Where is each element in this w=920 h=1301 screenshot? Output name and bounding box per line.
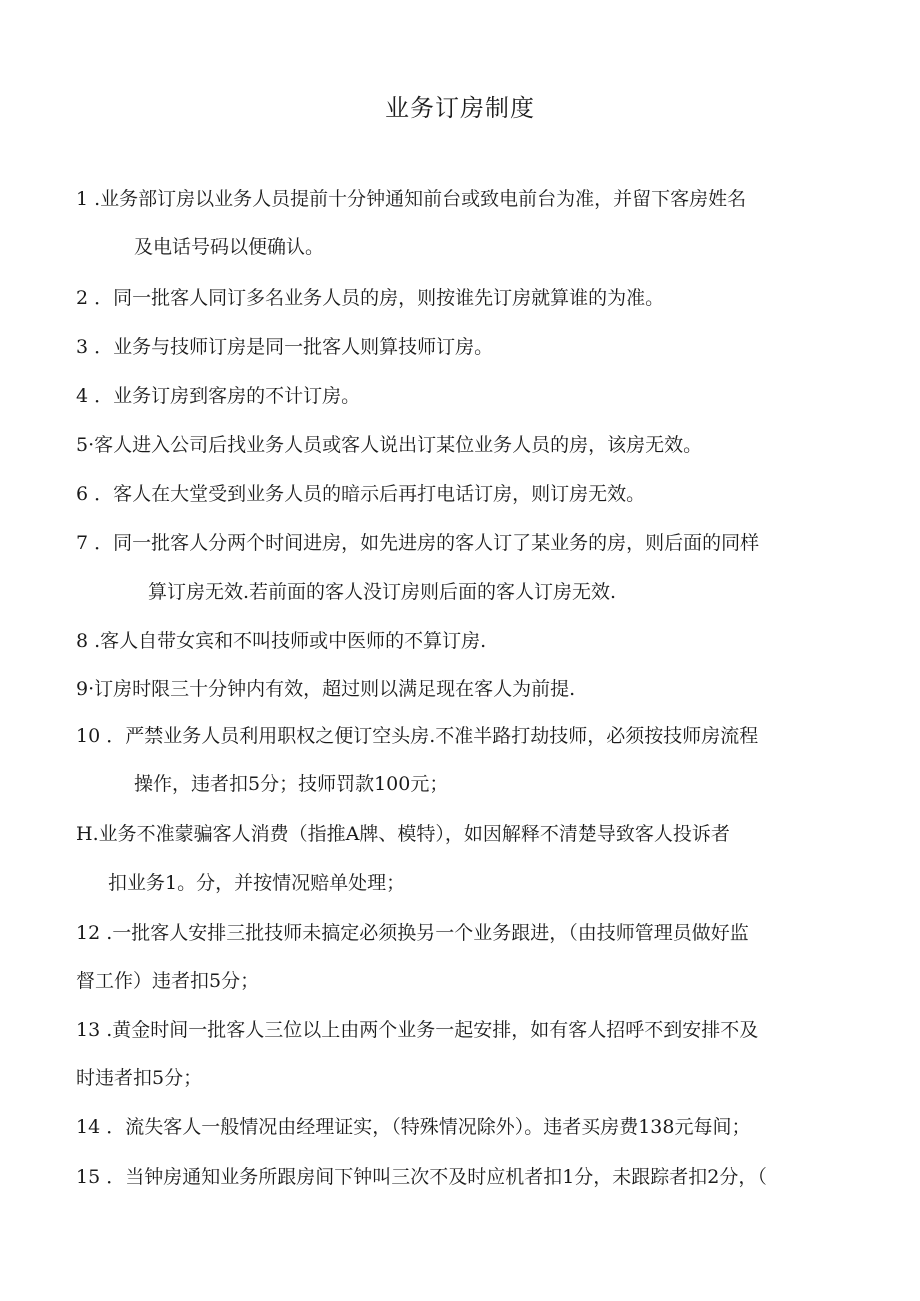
rule-5: 5·客人进入公司后找业务人员或客人说出订某位业务人员的房，该房无效。 (76, 434, 703, 456)
rule-14: 14 ．流失客人一般情况由经理证实，（特殊情况除外）。违者买房费138元每间； (76, 1116, 751, 1138)
rule-13-line-1: 13 .黄金时间一批客人三位以上由两个业务一起安排，如有客人招呼不到安排不及 (76, 1019, 759, 1041)
rule-6: 6 ．客人在大堂受到业务人员的暗示后再打电话订房，则订房无效。 (76, 483, 646, 505)
rule-1-line-1: 1 .业务部订房以业务人员提前十分钟通知前台或致电前台为准，并留下客房姓名 (76, 188, 747, 210)
rule-4: 4 ．业务订房到客房的不计订房。 (76, 385, 361, 407)
rule-13-line-2: 时违者扣5分； (76, 1067, 203, 1089)
rule-8: 8 .客人自带女宾和不叫技师或中医师的不算订房. (76, 630, 487, 652)
rule-12-line-1: 12 .一批客人安排三批技师未搞定必须换另一个业务跟进，（由技师管理员做好监 (76, 922, 749, 944)
rule-1-line-2: 及电话号码以便确认。 (134, 236, 325, 258)
rule-7-line-2: 算订房无效.若前面的客人没订房则后面的客人订房无效. (148, 581, 617, 603)
rule-9: 9·订房时限三十分钟内有效，超过则以满足现在客人为前提. (76, 678, 576, 700)
rule-11-line-1: H.业务不准蒙骗客人消费（指推A牌、模特），如因解释不清楚导致客人投诉者 (76, 823, 730, 845)
rule-12-line-2: 督工作）违者扣5分； (76, 970, 260, 992)
rule-3: 3 ．业务与技师订房是同一批客人则算技师订房。 (76, 336, 494, 358)
rule-11-line-2: 扣业务1。分，并按情况赔单处理； (108, 872, 406, 894)
rule-15-line-1: 15 ．当钟房通知业务所跟房间下钟叫三次不及时应机者扣1分，未跟踪者扣2分，（ (76, 1166, 767, 1188)
rule-10-line-1: 10 ．严禁业务人员利用职权之便订空头房.不准半路打劫技师，必须按技师房流程 (76, 725, 759, 747)
rule-10-line-2: 操作，违者扣5分；技师罚款100元； (134, 773, 449, 795)
document-title: 业务订房制度 (385, 94, 535, 122)
rule-2: 2 ．同一批客人同订多名业务人员的房，则按谁先订房就算谁的为准。 (76, 287, 665, 309)
rule-7-line-1: 7 ．同一批客人分两个时间进房，如先进房的客人订了某业务的房，则后面的同样 (76, 532, 760, 554)
